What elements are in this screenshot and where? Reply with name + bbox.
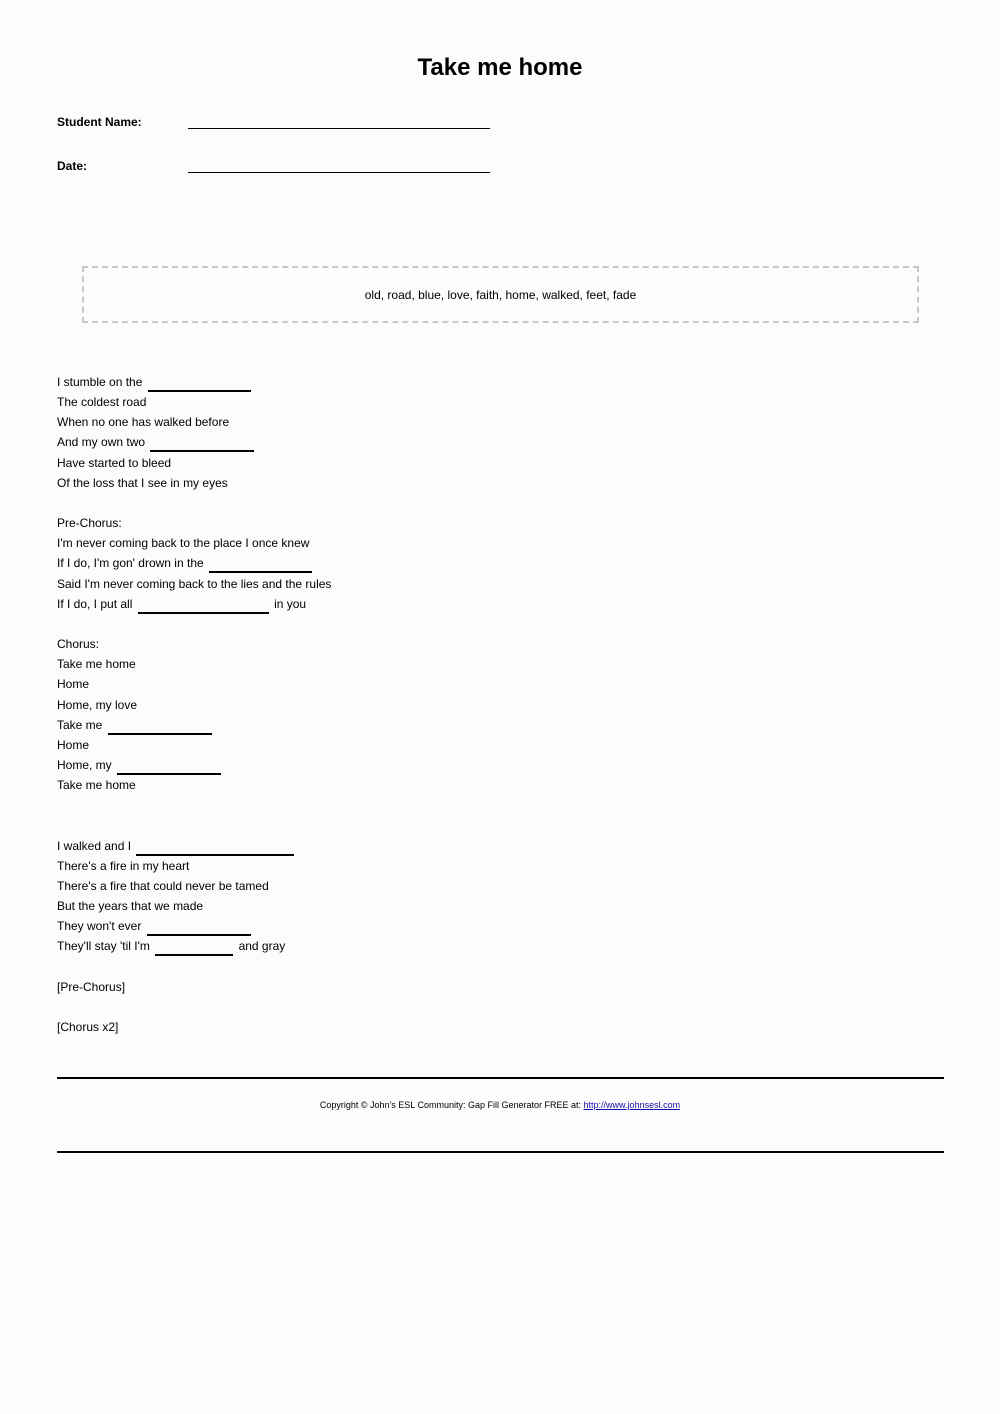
blank-9[interactable] <box>155 938 233 956</box>
lyric-line: Have started to bleed <box>57 455 172 470</box>
lyric-text: in you <box>274 596 307 611</box>
date-field[interactable] <box>188 172 490 173</box>
lyric-text: Take me <box>57 717 103 732</box>
lyric-line <box>57 372 937 392</box>
lyric-line <box>57 594 937 614</box>
lyric-text: I stumble on the <box>57 375 143 389</box>
blank-8[interactable] <box>147 918 251 936</box>
stanza-spacer <box>57 493 937 513</box>
lyric-text: If I do, I'm gon' drown in the <box>57 556 204 571</box>
lyric-text: They'll stay 'til I'm <box>57 939 150 954</box>
lyric-line <box>57 916 937 936</box>
footer-bottom-rule <box>57 1151 944 1153</box>
footer-top-rule <box>57 1077 944 1079</box>
lyric-text: and gray <box>238 939 286 954</box>
copyright-link[interactable]: http://www.johnsesl.com <box>583 1100 681 1110</box>
lyric-line <box>57 836 937 856</box>
lyric-line: Take me home <box>57 778 136 793</box>
lyric-line: Said I'm never coming back to the lies and the rules <box>57 576 332 591</box>
lyric-line <box>57 755 937 775</box>
section-label: [Chorus x2] <box>57 1020 119 1034</box>
stanza-spacer <box>57 614 937 634</box>
lyric-line: There's a fire that could never be tamed <box>57 878 269 893</box>
blank-3[interactable] <box>209 555 312 573</box>
lyric-line <box>57 553 937 573</box>
lyric-line <box>57 432 937 452</box>
stanza-spacer <box>57 815 937 835</box>
word-bank-text: old, road, blue, love, faith, home, walked, feet, fade <box>364 287 637 302</box>
lyric-line: Take me home <box>57 657 136 672</box>
lyric-line <box>57 936 937 956</box>
lyric-text: And my own two <box>57 435 146 450</box>
blank-2[interactable] <box>150 434 254 452</box>
blank-1[interactable] <box>148 374 251 392</box>
lyric-text: I walked and I <box>57 838 132 853</box>
blank-5[interactable] <box>108 717 212 735</box>
section-label: Pre-Chorus: <box>57 516 122 531</box>
blank-4[interactable] <box>138 596 269 614</box>
lyric-line: I'm never coming back to the place I once knew <box>57 536 310 551</box>
lyric-text: If I do, I put all <box>57 596 133 611</box>
student-name-field[interactable] <box>188 128 490 129</box>
copyright-text: Copyright © John's ESL Community: Gap Fill Generator FREE at: <box>319 1100 582 1110</box>
section-label: Chorus: <box>57 637 100 652</box>
lyric-line: There's a fire in my heart <box>57 858 190 873</box>
page-title: Take me home <box>417 54 583 81</box>
word-bank <box>82 266 919 323</box>
stanza-spacer <box>57 957 937 977</box>
lyric-line: When no one has walked before <box>57 415 230 430</box>
stanza-spacer <box>57 795 937 815</box>
lyric-text: Home, my <box>57 757 112 772</box>
student-name-label: Student Name: <box>57 115 142 129</box>
date-label: Date: <box>57 159 88 173</box>
lyric-line: Of the loss that I see in my eyes <box>57 475 228 490</box>
lyric-line <box>57 715 937 735</box>
blank-7[interactable] <box>136 838 294 856</box>
lyric-line: But the years that we made <box>57 899 204 914</box>
lyric-text: They won't ever <box>57 919 142 934</box>
copyright <box>0 1100 1000 1110</box>
lyric-line: The coldest road <box>57 395 147 410</box>
blank-6[interactable] <box>117 757 221 775</box>
stanza-spacer <box>57 997 937 1017</box>
lyric-line: Home <box>57 677 90 692</box>
lyric-line: Home <box>57 737 90 752</box>
section-label: [Pre-Chorus] <box>57 979 126 994</box>
lyrics <box>57 372 937 1037</box>
lyric-line: Home, my love <box>57 697 138 712</box>
